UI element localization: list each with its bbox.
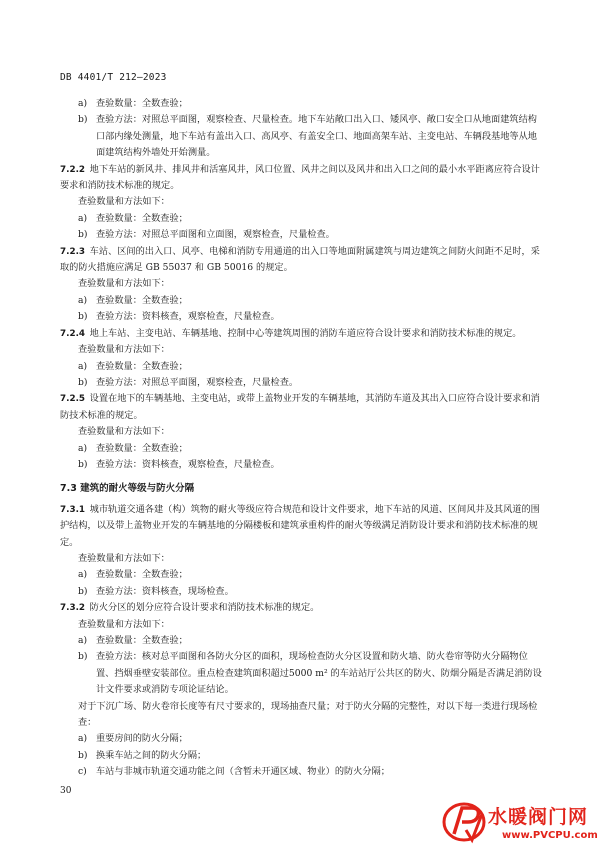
list-item-text: 查验数量：全数查验； [96, 98, 188, 109]
list-item-text: 重要房间的防火分隔； [96, 733, 188, 745]
indented-paragraph: 查验数量和方法如下： [78, 618, 170, 630]
list-item-text: 查验数量：全数查验； [96, 442, 188, 454]
list-item-label: c) [78, 766, 87, 778]
watermark-text: 水暖阀门网 [488, 806, 589, 828]
clause-paragraph [60, 502, 542, 551]
list-item [60, 112, 542, 161]
watermark-logo [440, 800, 600, 848]
indented-paragraph: 查验数量和方法如下： [78, 426, 170, 438]
list-item [60, 764, 542, 780]
list-item-text: 查验方法：资料核查，观察检查，尺量检查。 [96, 458, 280, 470]
list-item-label: a) [78, 212, 88, 224]
list-item-text: 查验方法：资料核查，观察检查，尺量检查。 [96, 311, 280, 323]
list-item-text: 查验数量：全数查验； [96, 294, 188, 306]
list-item [60, 633, 542, 649]
list-item [60, 96, 542, 112]
list-item [60, 748, 542, 764]
list-item [60, 293, 542, 309]
list-item-text: 查验数量：全数查验； [96, 212, 188, 224]
watermark-url: www.PVCPU.com [502, 830, 598, 841]
clause-paragraph [60, 600, 542, 616]
list-item-label: b) [78, 651, 88, 663]
list-item-text: 车站与非城市轨道交通功能之间（含暂未开通区域、物业）的防火分隔； [96, 766, 390, 778]
list-item [60, 567, 542, 583]
clause-number: 7.3.2 [60, 603, 86, 614]
list-item-label: b) [78, 458, 88, 470]
list-item-label: a) [78, 569, 88, 581]
indented-paragraph: 查验数量和方法如下： [78, 196, 170, 208]
list-item [60, 584, 542, 600]
clause-number: 7.2.4 [60, 328, 86, 339]
clause-paragraph [60, 391, 542, 424]
list-item [60, 375, 542, 391]
list-item-label: a) [78, 360, 88, 372]
pv-logo-icon [440, 800, 488, 846]
list-item-text: 查验方法：对照总平面图和立面图，观察检查，尺量检查。 [96, 229, 335, 241]
list-item-text: 查验数量：全数查验； [96, 360, 188, 372]
list-item-label: a) [78, 294, 88, 306]
list-item-text: 查验数量：全数查验； [96, 569, 188, 581]
clause-paragraph [60, 326, 542, 342]
clause-paragraph [60, 162, 542, 195]
clause-text: 车站、区间的出入口、风亭、电梯和消防专用通道的出入口等地面附属建筑与周边建筑之间防火间距不足时，采取的防火措施应满足 GB 55037 和 GB 50016 的规定。 [60, 245, 540, 274]
list-item-label: a) [78, 442, 88, 454]
indented-paragraph: 查验数量和方法如下： [78, 344, 170, 356]
list-item-text: 换乘车站之间的防火分隔； [96, 749, 207, 761]
list-item [60, 309, 542, 325]
clause-text: 地上车站、主变电站、车辆基地、控制中心等建筑周围的消防车道应符合设计要求和消防技术标准的规定。 [85, 327, 522, 339]
list-item [60, 649, 542, 698]
list-item [60, 441, 542, 457]
section-heading: 7.3 建筑的耐火等级与防火分隔 [60, 483, 195, 495]
list-item-label: b) [78, 114, 88, 126]
document-code-header: DB 4401/T 212—2023 [60, 72, 167, 83]
list-item [60, 227, 542, 243]
list-item-label: b) [78, 585, 88, 597]
clause-text: 防火分区的划分应符合设计要求和消防技术标准的规定。 [85, 602, 320, 614]
list-item-label: a) [78, 635, 88, 646]
list-item-text: 查验方法：对照总平面图，观察检查、尺量检查。地下车站敞口出入口、矮风亭、敞口安全口从地面建筑结构口部内缘处测量，地下车站有盖出入口、高风亭、有盖安全口、地面高架车站、主变电站、车辆段基地等从地面建筑结构外墙处开始测量。 [96, 114, 537, 159]
list-item [60, 731, 542, 747]
list-item-label: b) [78, 749, 88, 761]
page-number: 30 [60, 786, 72, 796]
list-item-text: 查验方法：对照总平面图，观察检查，尺量检查。 [96, 376, 299, 388]
list-item-text: 查验数量：全数查验； [96, 635, 188, 646]
document-body [60, 96, 542, 781]
list-item-label: b) [78, 311, 88, 323]
list-item-label: b) [78, 376, 88, 388]
list-item [60, 211, 542, 227]
indented-paragraph: 对于下沉广场、防火卷帘长度等有尺寸要求的，现场抽查尺量；对于防火分隔的完整性，对以下每一类进行现场检查： [78, 700, 538, 729]
list-item-label: a) [78, 733, 88, 745]
clause-number: 7.2.5 [60, 394, 86, 405]
clause-number: 7.2.2 [60, 164, 86, 175]
clause-text: 设置在地下的车辆基地、主变电站，或带上盖物业开发的车辆基地，其消防车道及其出入口应符合设计要求和消防技术标准的规定。 [60, 393, 540, 421]
clause-number: 7.3.1 [60, 504, 86, 515]
list-item-text: 查验方法：资料核查，现场检查。 [96, 585, 234, 597]
list-item-label: a) [78, 98, 88, 109]
clause-text: 城市轨道交通各建（构）筑物的耐火等级应符合规范和设计文件要求，地下车站的风道、区间风井及其风道的围护结构，以及带上盖物业开发的车辆基地的分隔楼板和建筑承重构件的耐火等级满足消防设计要求和消防技术标准的规定。 [60, 503, 540, 548]
list-item-label: b) [78, 229, 88, 241]
clause-text: 地下车站的新风井、排风井和活塞风井，风口位置、风井之间以及风井和出入口之间的最小水平距离应符合设计要求和消防技术标准的规定。 [60, 163, 540, 192]
clause-number: 7.2.3 [60, 246, 86, 257]
clause-paragraph [60, 244, 542, 277]
list-item-text: 查验方法：核对总平面图和各防火分区的面积，现场检查防火分区设置和防火墙、防火卷帘等防火分隔物位置、挡烟垂壁安装部位。重点检查建筑面积超过5000 m² 的车站站厅公共区的防火、防烟分隔是否满足消防设计文件要求或消防专项论证结论。 [96, 651, 542, 696]
list-item [60, 359, 542, 375]
indented-paragraph: 查验数量和方法如下： [78, 278, 170, 290]
indented-paragraph: 查验数量和方法如下： [78, 552, 170, 564]
list-item [60, 457, 542, 473]
